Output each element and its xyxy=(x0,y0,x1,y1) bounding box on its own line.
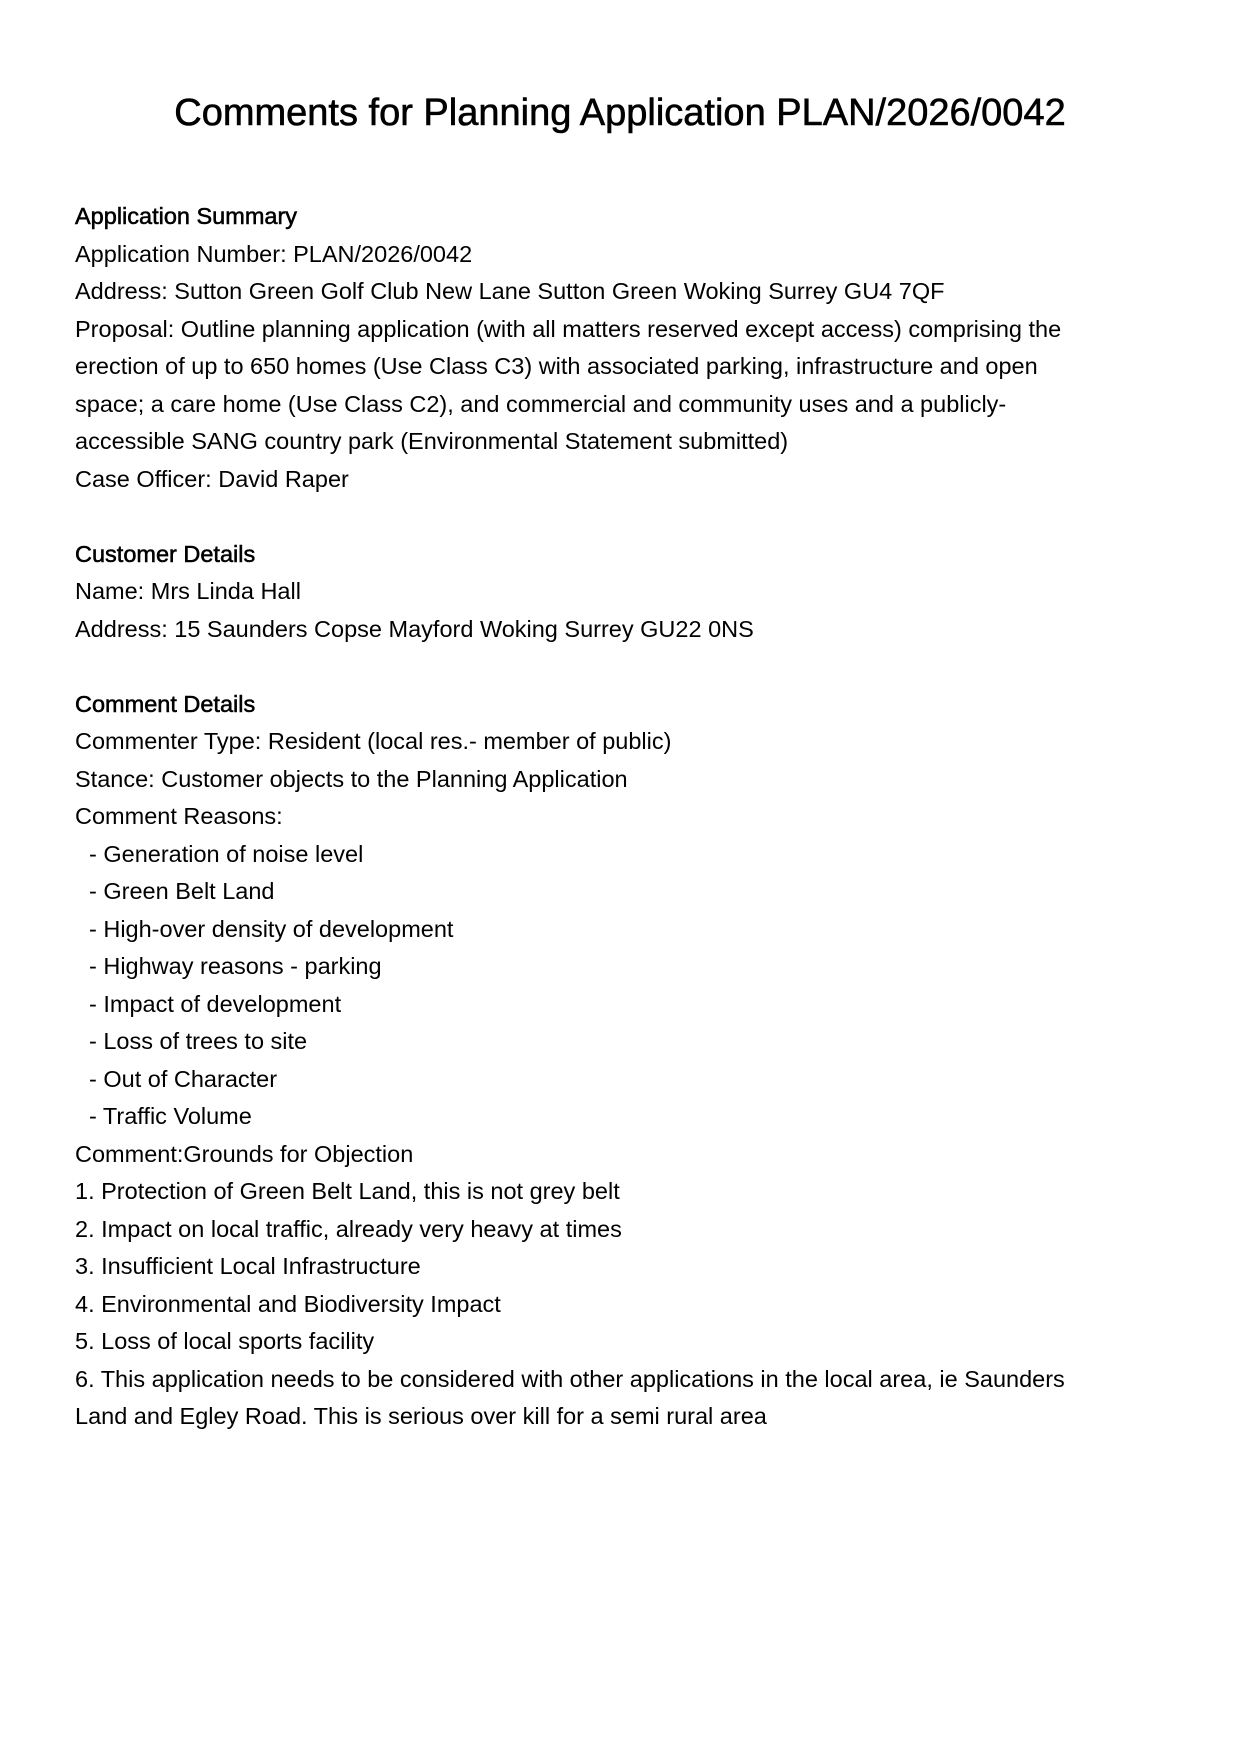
comment-line: 1. Protection of Green Belt Land, this is not grey belt xyxy=(75,1178,620,1204)
comment-reason-item: - Traffic Volume xyxy=(89,1103,252,1129)
section-spacer xyxy=(75,498,1175,536)
comment-text xyxy=(75,1136,1175,1436)
comment-line: 5. Loss of local sports facility xyxy=(75,1328,375,1354)
comment-line: 2. Impact on local traffic, already very heavy at times xyxy=(75,1215,622,1242)
comment-details-heading: Comment Details xyxy=(75,690,256,717)
comment-line: 3. Insufficient Local Infrastructure xyxy=(75,1253,421,1279)
application-number: Application Number: PLAN/2026/0042 xyxy=(75,240,473,267)
comment-reason-item: - Out of Character xyxy=(89,1065,278,1092)
application-summary-section xyxy=(75,198,1175,498)
comment-reasons-list xyxy=(75,836,1175,1136)
case-officer: Case Officer: David Raper xyxy=(75,465,349,492)
stance: Stance: Customer objects to the Planning Application xyxy=(75,765,628,792)
section-spacer xyxy=(75,648,1175,686)
proposal-line: accessible SANG country park (Environmental Statement submitted) xyxy=(75,428,789,454)
comment-line: Land and Egley Road. This is serious over kill for a semi rural area xyxy=(75,1403,767,1429)
application-address: Address: Sutton Green Golf Club New Lane Sutton Green Woking Surrey GU4 7QF xyxy=(75,278,945,304)
page-title: Comments for Planning Application PLAN/2026/0042 xyxy=(174,92,1066,134)
comment-details-section xyxy=(75,686,1175,1436)
comment-reason-item: - Impact of development xyxy=(89,990,342,1017)
comment-reasons-label: Comment Reasons: xyxy=(75,803,283,829)
proposal-line: space; a care home (Use Class C2), and commercial and community uses and a publicly- xyxy=(75,390,1007,417)
customer-address: Address: 15 Saunders Copse Mayford Woking Surrey GU22 0NS xyxy=(75,615,754,642)
comment-reason-item: - Highway reasons - parking xyxy=(89,953,382,979)
comment-line: 6. This application needs to be considered with other applications in the local area, ie Saunders xyxy=(75,1365,1065,1392)
comment-line: 4. Environmental and Biodiversity Impact xyxy=(75,1290,501,1317)
customer-details-heading: Customer Details xyxy=(75,540,256,567)
comment-reason-item: - Loss of trees to site xyxy=(89,1028,308,1054)
customer-name: Name: Mrs Linda Hall xyxy=(75,578,301,604)
document-body xyxy=(75,198,1175,1436)
comment-reason-item: - Generation of noise level xyxy=(89,840,364,867)
comment-reason-item: - Green Belt Land xyxy=(89,878,275,904)
commenter-type: Commenter Type: Resident (local res.- member of public) xyxy=(75,728,672,754)
customer-details-section xyxy=(75,536,1175,649)
application-summary-heading: Application Summary xyxy=(75,203,298,229)
proposal-line: Proposal: Outline planning application (with all matters reserved except access) comprising the xyxy=(75,315,1062,342)
comment-line: Comment:Grounds for Objection xyxy=(75,1140,414,1167)
proposal-line: erection of up to 650 homes (Use Class C3) with associated parking, infrastructure and open xyxy=(75,353,1038,379)
comment-reason-item: - High-over density of development xyxy=(89,915,454,942)
